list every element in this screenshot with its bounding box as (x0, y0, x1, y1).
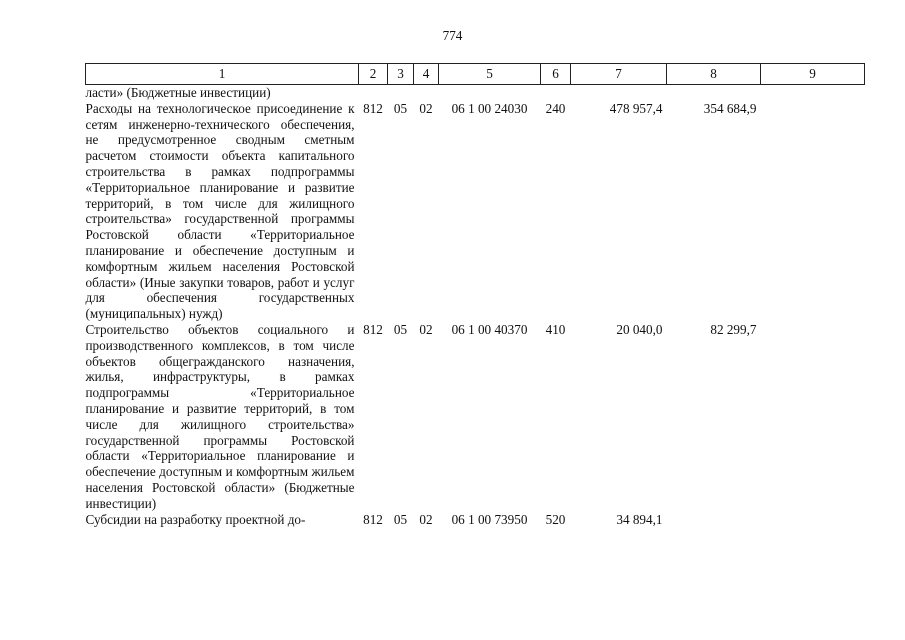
row-target-article: 06 1 00 40370 (451, 321, 528, 337)
table-row (86, 322, 865, 512)
table-row (86, 85, 865, 101)
row-description: Строительство объектов социального и производственного комплексов, в том числе объектов общегражданского назначения, жилья, инфраструктуры, в рамках подпрограммы «Территориальное планирование и развитие территорий, в том числе для жилищного строительства» государственной программы Ростовской области «Территориальное планирование и обеспечение доступным и комфортным жильем населения Ростовской области» (Бюджетные инвестиции) (85, 321, 355, 511)
row-amount-col7: 34 894,1 (616, 511, 663, 527)
col-header-9: 9 (761, 64, 865, 85)
row-amount-col8: 82 299,7 (710, 321, 757, 337)
row-amount-col9 (761, 101, 865, 322)
header-row (86, 64, 865, 85)
row-amount-col7: 20 040,0 (616, 321, 663, 337)
row-subsection: 02 (419, 100, 433, 116)
row-ministry-code: 812 (363, 321, 383, 337)
budget-table (85, 63, 865, 527)
row-description: Расходы на технологическое присоединение к сетям инженерно-технического обеспечения, не предусмотренное сводным сметным расчетом стоимости объекта капитального строительства в рамках подпрограммы «Территориальное планирование и развитие территорий, в том числе для жилищного строительства» государственной программы Ростовской области «Территориальное планирование и обеспечение доступным и комфортным жильем населения Ростовской области» (Иные закупки товаров, работ и услуг для обеспечения государственных (муниципальных) нужд) (85, 100, 355, 322)
row-ministry-code: 812 (363, 100, 383, 116)
row-expense-type (541, 85, 571, 101)
col-header-4: 4 (414, 64, 439, 85)
row-section: 05 (393, 511, 408, 527)
row-description: ласти» (Бюджетные инвестиции) (85, 85, 271, 100)
col-header-8: 8 (667, 64, 761, 85)
row-target-article: 06 1 00 24030 (451, 100, 528, 116)
row-amount-col8 (667, 85, 761, 101)
row-amount-col7 (571, 85, 667, 101)
col-header-1: 1 (86, 64, 359, 85)
row-amount-col8: 354 684,9 (703, 100, 757, 116)
table-row (86, 512, 865, 528)
col-header-6: 6 (541, 64, 571, 85)
row-expense-type: 410 (545, 321, 566, 337)
row-subsection (414, 85, 439, 101)
row-ministry-code: 812 (363, 511, 383, 527)
row-subsection: 02 (419, 511, 433, 527)
row-amount-col9 (761, 322, 865, 512)
row-target-article: 06 1 00 73950 (451, 511, 528, 527)
row-subsection: 02 (419, 321, 433, 337)
row-expense-type: 520 (545, 511, 566, 527)
row-amount-col7: 478 957,4 (609, 100, 663, 116)
col-header-5: 5 (439, 64, 541, 85)
row-target-article (439, 85, 541, 101)
col-header-2: 2 (359, 64, 388, 85)
row-amount-col9 (761, 85, 865, 101)
row-section: 05 (393, 321, 408, 337)
row-description: Субсидии на разработку проектной до- (85, 511, 306, 527)
row-section (388, 85, 414, 101)
row-amount-col9 (761, 512, 865, 528)
col-header-3: 3 (388, 64, 414, 85)
row-ministry-code (359, 85, 388, 101)
row-section: 05 (393, 100, 408, 116)
page-number: 774 (442, 28, 463, 43)
row-amount-col8 (667, 512, 761, 528)
table-row (86, 101, 865, 322)
col-header-7: 7 (571, 64, 667, 85)
row-expense-type: 240 (545, 100, 566, 116)
